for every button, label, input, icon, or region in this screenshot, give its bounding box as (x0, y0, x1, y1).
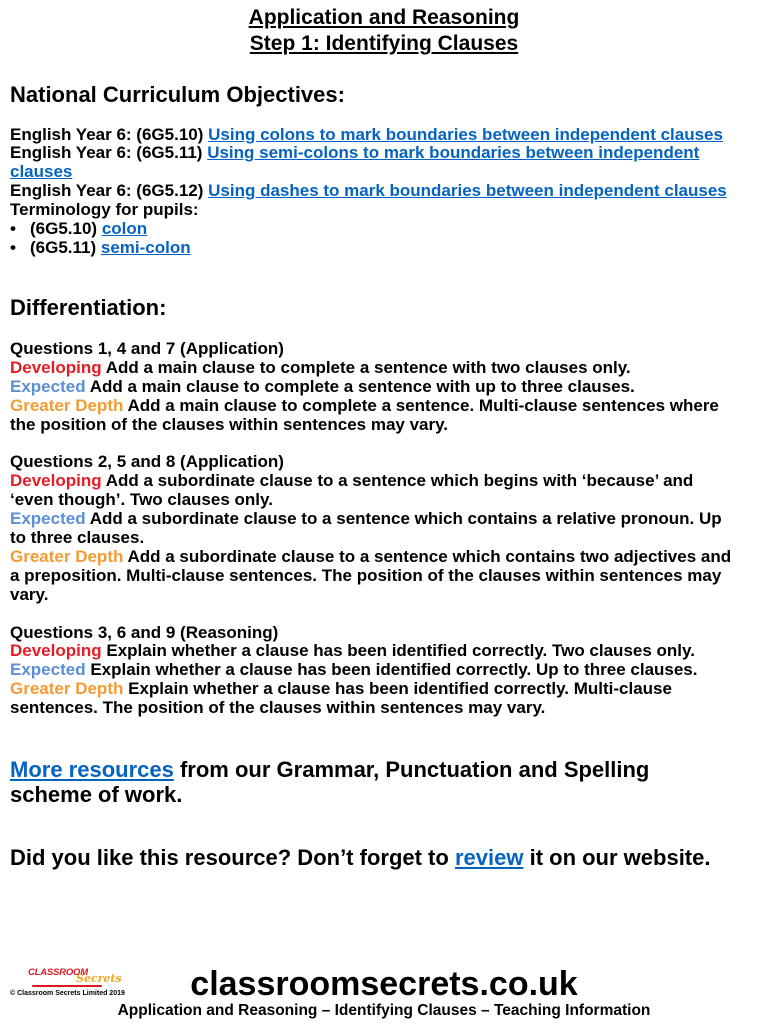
level-label: Greater Depth (10, 679, 124, 699)
terminology-link[interactable]: semi-colon (100, 237, 191, 257)
differentiation-heading: Differentiation: (10, 295, 167, 320)
objective-prefix: English Year 6: (6G5.11) (10, 143, 203, 163)
objective-item (10, 144, 740, 182)
level-expected (10, 661, 731, 680)
objective-link[interactable]: Using colons to mark boundaries between independent clauses (208, 124, 723, 144)
terminology-code: (6G5.10) (30, 219, 98, 239)
level-label: Developing (10, 641, 102, 661)
level-description-line: ‘even though’. Two clauses only. (10, 490, 273, 510)
objective-prefix: English Year 6: (6G5.10) (10, 124, 204, 144)
objective-item (10, 126, 740, 145)
question-group-title: Questions 1, 4 and 7 (Application) (10, 339, 284, 358)
level-developing (10, 642, 731, 661)
page-header (0, 5, 768, 57)
level-description: Add a subordinate clause to a sentence which contains two adjectives and (127, 546, 732, 566)
objective-link[interactable]: Using semi-colons to mark boundaries between independent clauses (10, 143, 700, 182)
level-label: Expected (10, 376, 86, 396)
more-resources-link[interactable]: More resources (10, 756, 174, 782)
level-developing (10, 359, 731, 378)
objective-prefix: English Year 6: (6G5.12) (10, 181, 204, 201)
question-group (10, 340, 731, 435)
level-description: Add a main clause to complete a sentence with up to three clauses. (89, 376, 635, 396)
level-label: Developing (10, 357, 102, 377)
terminology-code: (6G5.11) (30, 237, 97, 257)
level-greater-depth (10, 680, 731, 699)
footer-caption: Application and Reasoning – Identifying Clauses – Teaching Information (117, 1002, 651, 1019)
level-description-line: vary. (10, 584, 49, 604)
page-subtitle: Step 1: Identifying Clauses (249, 32, 519, 55)
logo-word-classroom: CLASSROOM (28, 967, 88, 978)
level-expected (10, 510, 731, 529)
review-text-before: Did you like this resource? Don’t forget to (10, 844, 449, 870)
bullet-icon: • (10, 237, 16, 257)
level-label: Expected (10, 660, 86, 680)
level-description: Add a subordinate clause to a sentence which contains a relative pronoun. Up (89, 509, 722, 529)
level-greater-depth (10, 397, 731, 416)
level-label: Expected (10, 509, 86, 529)
level-description: Explain whether a clause has been identified correctly. Two clauses only. (106, 641, 695, 661)
question-group (10, 624, 731, 719)
terminology-item (10, 220, 740, 239)
more-resources-paragraph (10, 757, 710, 807)
level-description: Explain whether a clause has been identified correctly. Up to three clauses. (90, 660, 698, 680)
level-description: Add a subordinate clause to a sentence which begins with ‘because’ and (105, 471, 694, 491)
terminology-item (10, 239, 740, 258)
logo-word-secrets: Secrets (76, 972, 122, 985)
website-name: classroomsecrets.co.uk (190, 965, 578, 1003)
level-greater-depth (10, 548, 731, 567)
level-description: Add a main clause to complete a sentence with two clauses only. (105, 357, 631, 377)
review-text-after: it on our website. (529, 844, 711, 870)
copyright-text: © Classroom Secrets Limited 2019 (10, 990, 125, 997)
level-description-line: a preposition. Multi-clause sentences. The position of the clauses within sentences may (10, 565, 722, 585)
level-description: Explain whether a clause has been identified correctly. Multi-clause (128, 679, 672, 699)
level-description-line: sentences. The position of the clauses within sentences may vary. (10, 698, 546, 718)
objective-link[interactable]: Using dashes to mark boundaries between independent clauses (208, 181, 727, 201)
level-expected (10, 378, 731, 397)
level-developing (10, 472, 731, 491)
differentiation-groups (10, 340, 731, 737)
page-title: Application and Reasoning (248, 6, 520, 29)
question-group (10, 453, 731, 604)
objectives-list (10, 126, 740, 258)
level-description-line: the position of the clauses within sentences may vary. (10, 414, 449, 434)
more-resources-text: from our Grammar, Punctuation and Spelling scheme of work. (10, 756, 650, 807)
objective-item (10, 182, 740, 201)
terminology-label: Terminology for pupils: (10, 200, 199, 220)
level-description: Add a main clause to complete a sentence. Multi-clause sentences where (127, 395, 719, 415)
level-label: Greater Depth (10, 395, 124, 415)
review-paragraph (10, 845, 710, 870)
question-group-title: Questions 3, 6 and 9 (Reasoning) (10, 622, 279, 642)
question-group-title: Questions 2, 5 and 8 (Application) (10, 452, 284, 472)
review-link[interactable]: review (454, 844, 524, 870)
bullet-icon: • (10, 219, 16, 239)
objectives-heading: National Curriculum Objectives: (10, 82, 345, 107)
level-label: Developing (10, 471, 102, 491)
level-description-line: to three clauses. (10, 528, 145, 548)
terminology-link[interactable]: colon (101, 219, 148, 239)
level-label: Greater Depth (10, 546, 124, 566)
